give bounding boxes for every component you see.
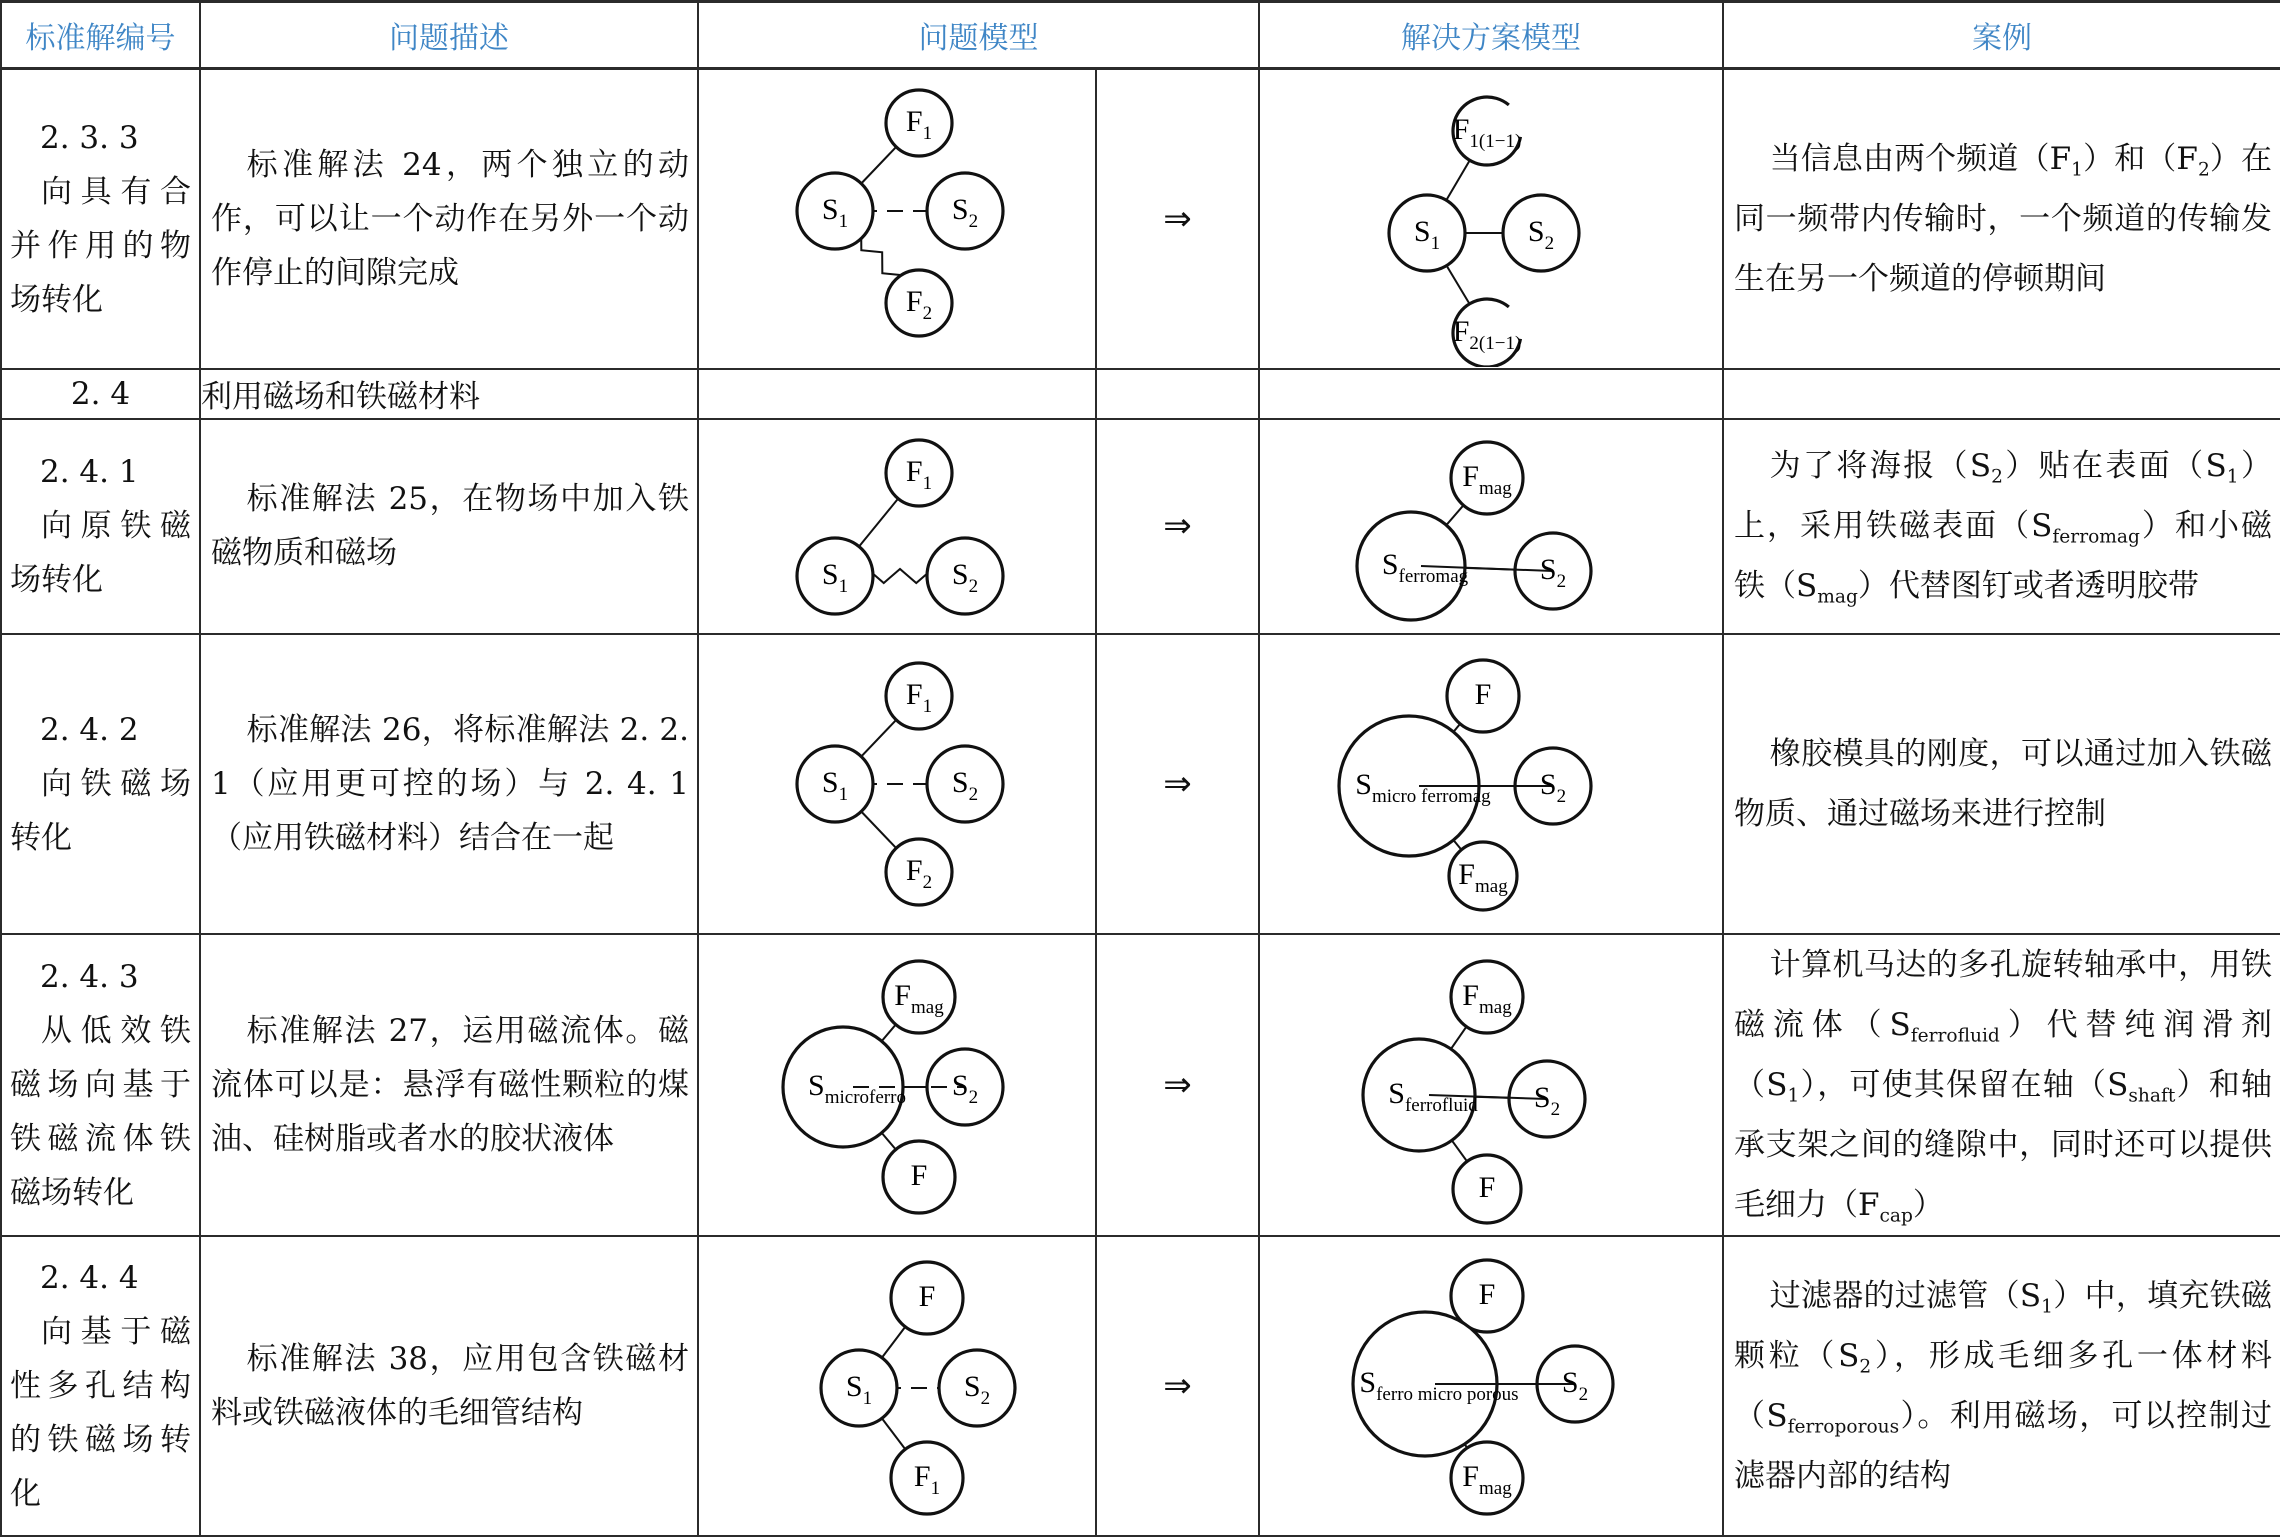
problem-model-cell bbox=[698, 419, 1096, 634]
row-3-problem-label-top: $F_1$ bbox=[905, 677, 933, 717]
row-0-problem-label-right: $S_2$ bbox=[951, 192, 979, 232]
empty-cell bbox=[698, 369, 1096, 419]
row-3-problem-label-left: $S_1$ bbox=[821, 765, 849, 805]
row-5-solution-label-bottom: $F_{mag}$ bbox=[1462, 1459, 1512, 1499]
solution-number: 2. 3. 3 bbox=[40, 119, 139, 156]
row-5-problem-label-left: $S_1$ bbox=[845, 1369, 873, 1409]
problem-description: 标准解法 38，应用包含铁磁材料或铁磁液体的毛细管结构 bbox=[200, 1236, 698, 1536]
row-2-solution-label-left: $S_{ferromag}$ bbox=[1381, 547, 1469, 587]
row-2-solution-label-right: $S_2$ bbox=[1539, 552, 1567, 592]
row-5-solution-label-right: $S_2$ bbox=[1561, 1365, 1589, 1405]
problem-model-diagram bbox=[727, 636, 1067, 932]
solution-id-cell bbox=[1, 419, 200, 634]
solution-number: 2. 4. 4 bbox=[40, 1259, 139, 1296]
table-row bbox=[1, 419, 2280, 634]
row-0-solution-label-bottom: $F_{2(1-1)}$ bbox=[1452, 314, 1522, 354]
transform-arrow: ⇒ bbox=[1096, 419, 1259, 634]
case-text: 橡胶模具的刚度，可以通过加入铁磁物质、通过磁场来进行控制 bbox=[1723, 634, 2280, 934]
row-4-solution-label-top: $F_{mag}$ bbox=[1462, 978, 1512, 1018]
problem-model-cell bbox=[698, 634, 1096, 934]
table-row bbox=[1, 934, 2280, 1236]
solution-id-cell bbox=[1, 634, 200, 934]
row-3-solution-label-top: F bbox=[1474, 677, 1492, 711]
transform-arrow: ⇒ bbox=[1096, 69, 1259, 369]
row-4-problem-label-top: $F_{mag}$ bbox=[894, 978, 944, 1018]
solution-model-diagram bbox=[1291, 937, 1691, 1233]
solution-model-diagram bbox=[1291, 1238, 1691, 1534]
row-3-solution-label-bottom: $F_{mag}$ bbox=[1458, 857, 1508, 897]
table-row bbox=[1, 634, 2280, 934]
solution-number: 2. 4. 2 bbox=[40, 711, 139, 748]
row-3-solution-label-right: $S_2$ bbox=[1539, 767, 1567, 807]
table-row bbox=[1, 1236, 2280, 1536]
transform-arrow: ⇒ bbox=[1096, 934, 1259, 1236]
problem-description: 标准解法 26，将标准解法 2. 2. 1（应用更可控的场）与 2. 4. 1（应用铁磁材料）结合在一起 bbox=[200, 634, 698, 934]
row-0-solution-label-right: $S_2$ bbox=[1527, 214, 1555, 254]
row-2-problem-label-top: $F_1$ bbox=[905, 454, 933, 494]
problem-model-cell bbox=[698, 934, 1096, 1236]
row-0-solution-label-left: $S_1$ bbox=[1413, 214, 1441, 254]
row-0-problem-label-bottom: $F_2$ bbox=[905, 284, 933, 324]
row-4-solution-label-right: $S_2$ bbox=[1533, 1080, 1561, 1120]
row-2-solution-label-top: $F_{mag}$ bbox=[1462, 459, 1512, 499]
row-0-problem-label-left: $S_1$ bbox=[821, 192, 849, 232]
case-text: 为了将海报$(S_2)$贴在表面$(S_1)$上，采用铁磁表面$(S_{ferromag})$和小磁铁$(S_{mag})$代替图钉或者透明胶带 bbox=[1723, 419, 2280, 634]
row-4-solution-label-bottom: F bbox=[1478, 1170, 1496, 1204]
row-4-problem-label-left: $S_{microferro}$ bbox=[808, 1068, 906, 1108]
table-row bbox=[1, 69, 2280, 369]
case-text: 过滤器的过滤管$(S_1)$中，填充铁磁颗粒$(S_2)$，形成毛细多孔一体材料$(S_{ferroporous})$。利用磁场，可以控制过滤器内部的结构 bbox=[1723, 1236, 2280, 1536]
solution-title: 向铁磁场转化 bbox=[10, 765, 191, 856]
transform-arrow: ⇒ bbox=[1096, 1236, 1259, 1536]
row-5-solution-label-left: $S_{ferro micro porous}$ bbox=[1359, 1365, 1519, 1405]
transform-arrow: ⇒ bbox=[1096, 634, 1259, 934]
group-title: 利用磁场和铁磁材料 bbox=[200, 369, 698, 419]
solution-model-cell bbox=[1259, 419, 1723, 634]
row-0-problem-label-top: $F_1$ bbox=[905, 104, 933, 144]
solution-title: 向基于磁性多孔结构的铁磁场转化 bbox=[10, 1313, 191, 1512]
empty-cell bbox=[1723, 369, 2280, 419]
solution-model-cell bbox=[1259, 69, 1723, 369]
solution-model-diagram bbox=[1291, 636, 1691, 932]
problem-model-cell bbox=[698, 1236, 1096, 1536]
row-3-problem-label-right: $S_2$ bbox=[951, 765, 979, 805]
problem-model-diagram bbox=[727, 1238, 1067, 1534]
row-2-problem-label-left: $S_1$ bbox=[821, 557, 849, 597]
problem-model-diagram bbox=[727, 937, 1067, 1233]
row-3-problem-label-bottom: $F_2$ bbox=[905, 853, 933, 893]
header-row bbox=[1, 2, 2280, 69]
row-5-problem-label-bottom: $F_1$ bbox=[913, 1459, 941, 1499]
row-3-solution-label-left: $S_{micro ferromag}$ bbox=[1355, 767, 1491, 807]
problem-model-diagram bbox=[727, 71, 1067, 367]
solution-model-cell bbox=[1259, 634, 1723, 934]
group-row bbox=[1, 369, 2280, 419]
solution-id-cell bbox=[1, 934, 200, 1236]
problem-model-cell bbox=[698, 69, 1096, 369]
table-body bbox=[1, 69, 2280, 1536]
solution-title: 从低效铁磁场向基于铁磁流体铁磁场转化 bbox=[10, 1012, 191, 1211]
row-5-problem-label-right: $S_2$ bbox=[963, 1369, 991, 1409]
solution-model-cell bbox=[1259, 934, 1723, 1236]
empty-cell bbox=[1259, 369, 1723, 419]
solution-id-cell bbox=[1, 69, 200, 369]
row-2-problem-label-right: $S_2$ bbox=[951, 557, 979, 597]
header-problem-model: 问题模型 bbox=[698, 2, 1259, 69]
problem-description: 标准解法 25，在物场中加入铁磁物质和磁场 bbox=[200, 419, 698, 634]
header-solution-model: 解决方案模型 bbox=[1259, 2, 1723, 69]
group-id: 2. 4 bbox=[1, 369, 200, 419]
empty-cell bbox=[1096, 369, 1259, 419]
problem-description: 标准解法 27，运用磁流体。磁流体可以是：悬浮有磁性颗粒的煤油、硅树脂或者水的胶状液体 bbox=[200, 934, 698, 1236]
header-id: 标准解编号 bbox=[1, 2, 200, 69]
row-4-problem-label-right: $S_2$ bbox=[951, 1068, 979, 1108]
case-text: 当信息由两个频道$(F_1)$和$(F_2)$在同一频带内传输时，一个频道的传输发生在另一个频道的停顿期间 bbox=[1723, 69, 2280, 369]
header-case: 案例 bbox=[1723, 2, 2280, 69]
solution-number: 2. 4. 3 bbox=[40, 958, 139, 995]
problem-description: 标准解法 24，两个独立的动作，可以让一个动作在另外一个动作停止的间隙完成 bbox=[200, 69, 698, 369]
row-4-problem-label-bottom: F bbox=[910, 1158, 928, 1192]
solution-id-cell bbox=[1, 1236, 200, 1536]
header-description: 问题描述 bbox=[200, 2, 698, 69]
solution-title: 向原铁磁场转化 bbox=[10, 508, 191, 598]
solution-model-diagram bbox=[1291, 421, 1691, 632]
row-5-problem-label-top: F bbox=[918, 1279, 936, 1313]
solution-number: 2. 4. 1 bbox=[40, 454, 139, 490]
solution-model-cell bbox=[1259, 1236, 1723, 1536]
row-5-solution-label-top: F bbox=[1478, 1277, 1496, 1311]
row-0-solution-label-top: $F_{1(1-1)}$ bbox=[1452, 112, 1522, 152]
solution-title: 向具有合并作用的物场转化 bbox=[10, 173, 191, 318]
case-text: 计算机马达的多孔旋转轴承中，用铁磁流体$(S_{ferrofluid})$代替纯润滑剂$(S_1)$，可使其保留在轴$(S_{shaft})$和轴承支架之间的缝隙中，同时还可以提供毛细力$(F_{cap})$ bbox=[1723, 934, 2280, 1236]
problem-model-diagram bbox=[727, 421, 1067, 632]
solution-model-diagram bbox=[1291, 71, 1691, 367]
row-4-solution-label-left: $S_{ferrofluid}$ bbox=[1388, 1076, 1478, 1116]
